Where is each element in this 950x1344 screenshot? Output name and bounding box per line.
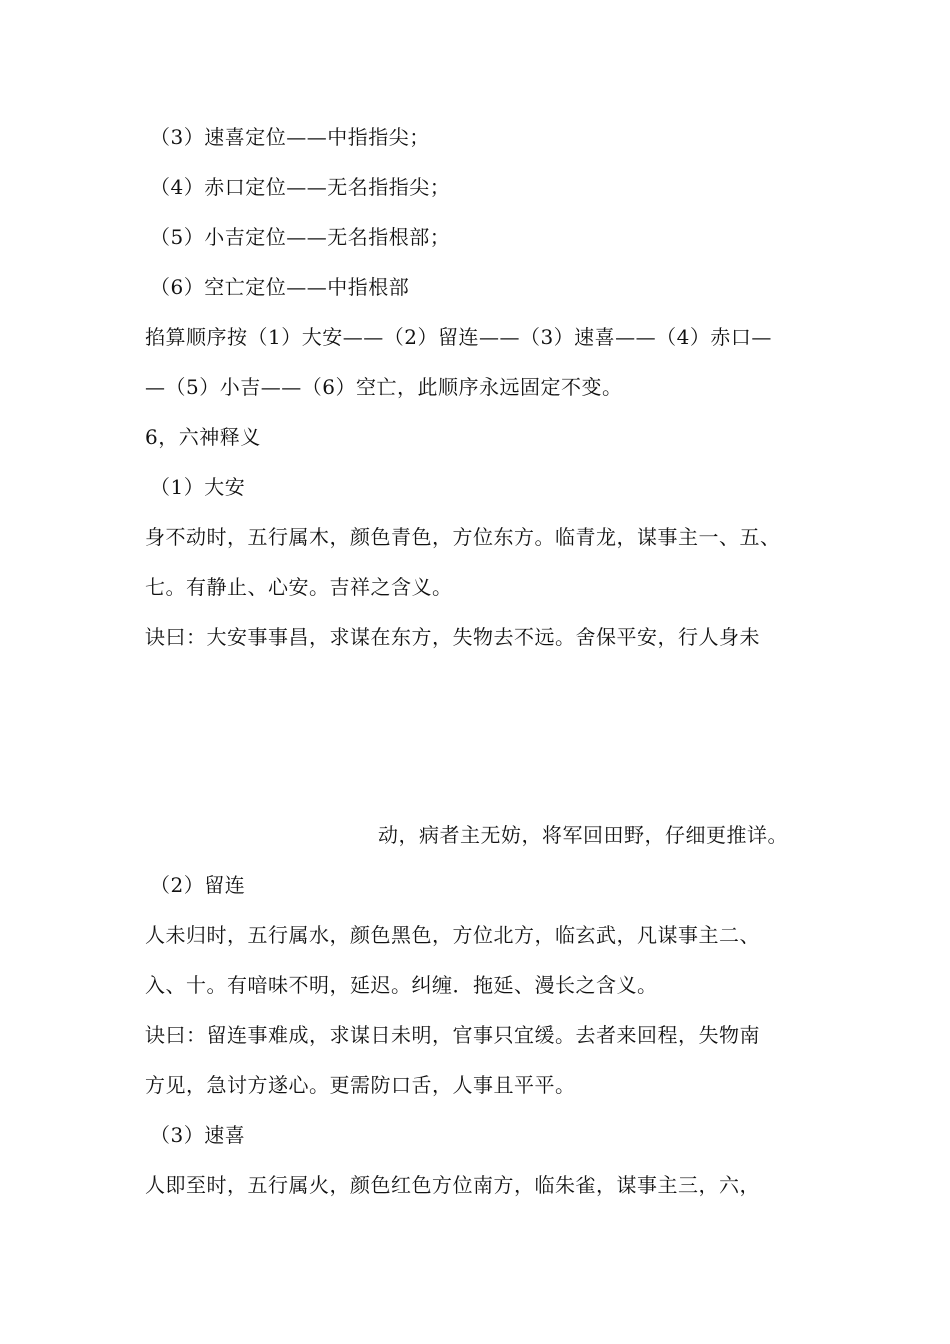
text-line-daan-2: 七。有静止、心安。吉祥之含义。 xyxy=(145,575,453,599)
subheading-liulian: （2）留连 xyxy=(150,873,246,897)
text-line-sujing-position: （3）速喜定位——中指指尖； xyxy=(150,125,430,149)
text-line-daan-verse-1: 诀曰：大安事事昌，求谋在东方，失物去不远。舍保平安，行人身未 xyxy=(145,625,760,649)
text-line-xiaoji-position: （5）小吉定位——无名指根部； xyxy=(150,225,451,249)
text-line-liulian-2: 入、十。有喑味不明，延迟。纠缠．拖延、漫长之含义。 xyxy=(145,973,658,997)
subheading-suxi: （3）速喜 xyxy=(150,1123,246,1147)
text-line-daan-verse-2: 动，病者主无妨，将军回田野，仔细更推详。 xyxy=(378,823,788,847)
text-line-liulian-1: 人未归时，五行属水，颜色黑色，方位北方，临玄武，凡谋事主二、 xyxy=(145,923,760,947)
subheading-daan: （1）大安 xyxy=(150,475,246,499)
text-line-liulian-verse-1: 诀曰：留连事难成，求谋日未明，官事只宜缓。去者来回程，失物南 xyxy=(145,1023,760,1047)
text-line-kongwang-position: （6）空亡定位——中指根部 xyxy=(150,275,410,299)
text-line-chikou-position: （4）赤口定位——无名指指尖； xyxy=(150,175,451,199)
text-line-suxi-1: 人即至时，五行属火，颜色红色方位南方，临朱雀，谋事主三，六， xyxy=(145,1173,760,1197)
text-line-order-2: —（5）小吉——（6）空亡，此顺序永远固定不变。 xyxy=(145,375,623,399)
text-line-daan-1: 身不动时，五行属木，颜色青色，方位东方。临青龙，谋事主一、五、 xyxy=(145,525,781,549)
section-heading-six-gods: 6，六神释义 xyxy=(145,425,261,449)
text-line-liulian-verse-2: 方见，急讨方遂心。更需防口舌，人事且平平。 xyxy=(145,1073,576,1097)
text-line-order-1: 掐算顺序按（1）大安——（2）留连——（3）速喜——（4）赤口— xyxy=(145,325,772,349)
